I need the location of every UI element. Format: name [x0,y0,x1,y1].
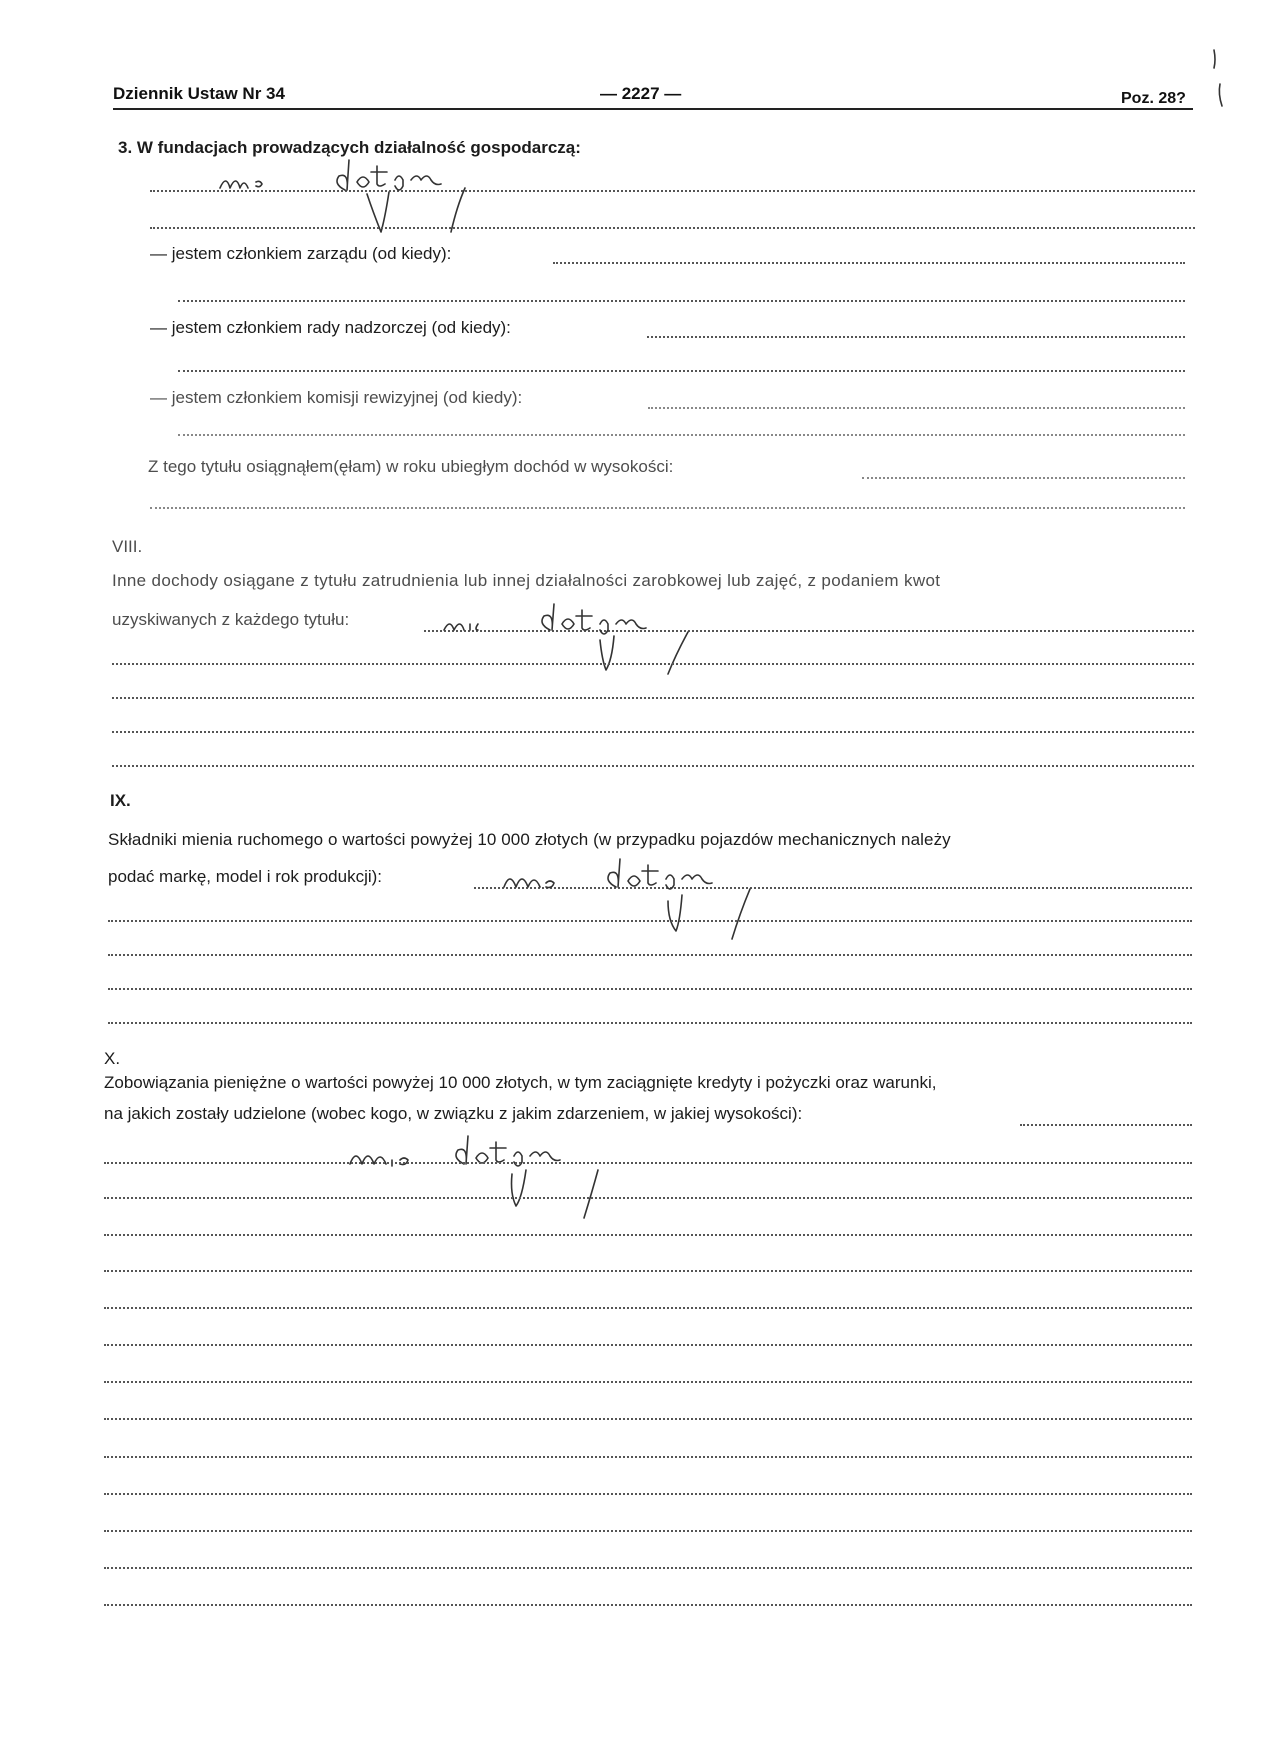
answer-line [104,1493,1192,1495]
answer-line [862,477,1185,479]
answer-line [104,1418,1192,1420]
answer-line [104,1381,1192,1383]
answer-line [178,434,1185,436]
handwritten-answer-nie-dotyczy [500,855,780,945]
section-x-text-2: na jakich zostały udzielone (wobec kogo, w związku z jakim zdarzeniem, w jakiej wysokości): [104,1104,803,1123]
answer-line [104,1567,1192,1569]
audit-member-label: — jestem członkiem komisji rewizyjnej (od kiedy): [150,388,523,407]
answer-line [108,988,1192,990]
answer-line [104,1162,1192,1164]
answer-line [178,300,1185,302]
section-x-text-1: Zobowiązania pieniężne o wartości powyżej 10 000 złotych, w tym zaciągnięte kredyty i pożyczki oraz warunki, [104,1073,937,1092]
position-number: Poz. 28? [1121,90,1186,107]
section-viii-number: VIII. [112,537,143,556]
section-x-number: X. [104,1049,121,1068]
answer-line [112,765,1194,767]
page-header [113,84,1193,106]
income-label: Z tego tytułu osiągnąłem(ęłam) w roku ubiegłym dochód w wysokości: [148,457,674,476]
answer-line [648,407,1185,409]
section-viii-text-2: uzyskiwanych z każdego tytułu: [112,610,350,629]
answer-line [104,1197,1192,1199]
foundations-heading: 3. W fundacjach prowadzących działalność gospodarczą: [118,138,581,157]
supervisory-member-label: — jestem członkiem rady nadzorczej (od kiedy): [150,318,511,337]
handwritten-answer-nie-dotyczy [215,152,515,232]
answer-line [108,920,1192,922]
section-ix-number: IX. [110,791,131,810]
answer-line [104,1307,1192,1309]
section-ix-text-1: Składniki mienia ruchomego o wartości powyżej 10 000 złotych (w przypadku pojazdów mechanicznych należy [108,830,951,849]
answer-line [104,1270,1192,1272]
answer-line [150,507,1185,509]
handwritten-answer-nie-dotyczy [440,600,700,680]
answer-line [112,731,1194,733]
answer-line [178,370,1185,372]
page-number: — 2227 — [600,84,682,103]
board-member-label: — jestem członkiem zarządu (od kiedy): [150,244,452,263]
answer-line [553,262,1185,264]
section-viii-text-1: Inne dochody osiągane z tytułu zatrudnienia lub innej działalności zarobkowej lub zajęć, z podaniem kwot [112,571,941,590]
answer-line [1020,1124,1192,1126]
section-ix-text-2: podać markę, model i rok produkcji): [108,867,383,886]
answer-line [108,954,1192,956]
answer-line [104,1456,1192,1458]
answer-line [112,663,1194,665]
header-rule [113,108,1193,110]
answer-line [104,1344,1192,1346]
journal-title: Dziennik Ustaw Nr 34 [113,84,285,103]
answer-line [112,697,1194,699]
answer-line [104,1234,1192,1236]
handwritten-answer-nie-dotyczy [340,1130,620,1220]
scan-edge-marks [1200,20,1240,120]
answer-line [104,1530,1192,1532]
answer-line [647,336,1185,338]
answer-line [150,227,1195,229]
answer-line [104,1604,1192,1606]
answer-line [108,1022,1192,1024]
